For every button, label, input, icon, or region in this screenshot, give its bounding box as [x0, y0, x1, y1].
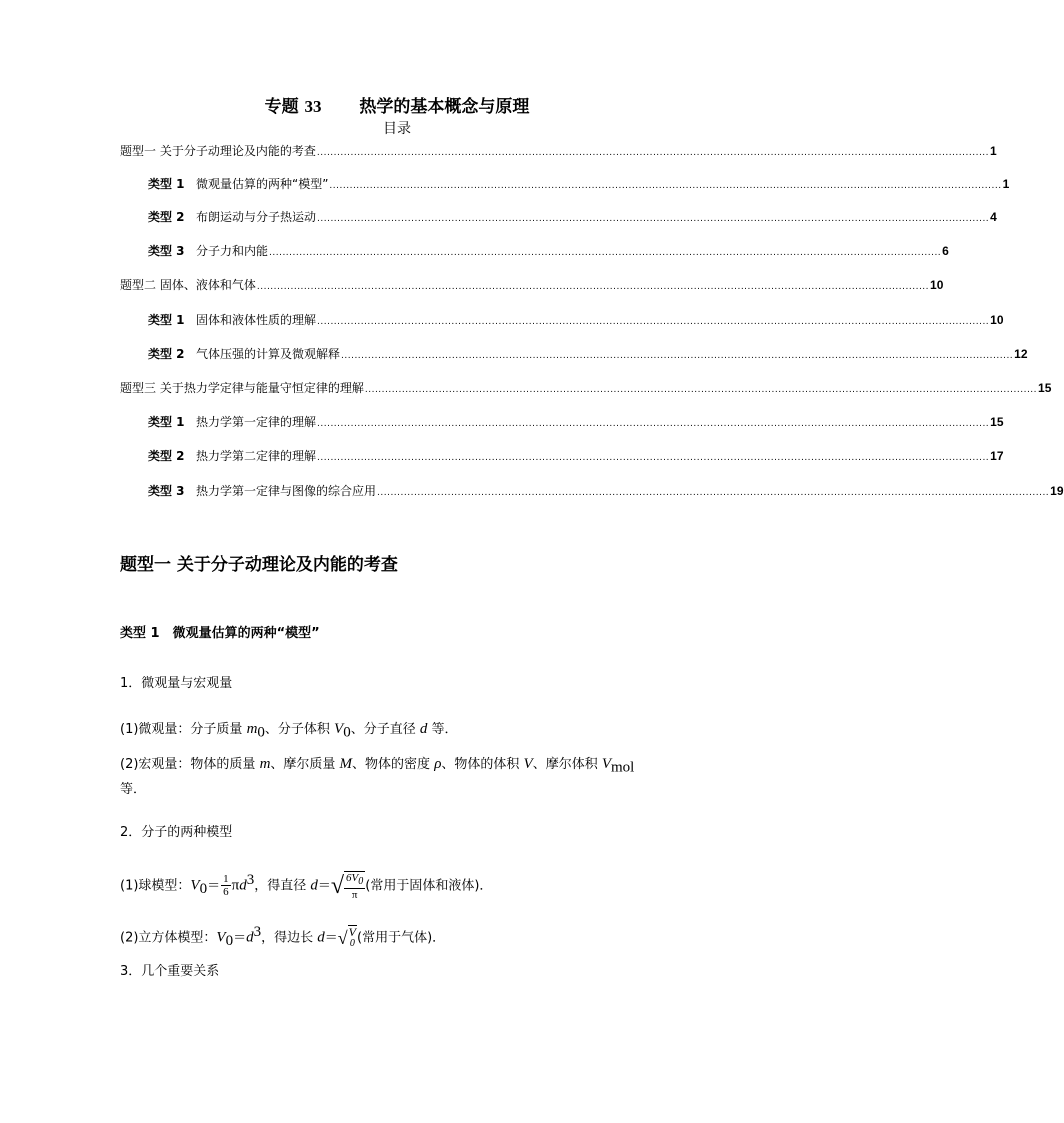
toc-entry-title: 关于分子动理论及内能的考查	[159, 144, 316, 158]
toc-entry-prefix: 类型 2	[148, 449, 185, 463]
paragraph-2: (1)微观量：分子质量 $m_0$、分子体积 $V_0$、分子直径 d 等．	[120, 721, 458, 741]
toc-entry-title: 布朗运动与分子热运动	[195, 210, 316, 224]
toc-entry-title: 固体、液体和气体	[159, 278, 256, 292]
toc-entry-title: 关于热力学定律与能量守恒定律的理解	[159, 381, 364, 395]
toc-entry-title: 热力学第一定律的理解	[195, 415, 316, 429]
paragraph-7: 3．几个重要关系	[120, 964, 220, 979]
toc-leader-dots: ........................................................................................................................................................................................................	[341, 351, 1014, 361]
sqrt-formula: √ $6V_0$ π	[330, 871, 364, 901]
toc-entry-prefix: 题型二	[120, 278, 157, 292]
toc-page-number: 4	[990, 210, 997, 224]
toc-entry[interactable]	[148, 446, 1004, 466]
toc-entry[interactable]	[120, 141, 997, 161]
toc-entry[interactable]	[148, 344, 1028, 364]
toc-entry-prefix: 题型三	[120, 381, 157, 395]
toc-leader-dots: ........................................................................................................................................................................................................	[317, 214, 990, 224]
toc-entry-prefix: 类型 3	[148, 244, 185, 258]
toc-entry-text	[148, 241, 268, 261]
toc-entry-text	[148, 207, 316, 227]
toc-leader-dots: ........................................................................................................................................................................................................	[317, 453, 990, 463]
toc-entry-title: 气体压强的计算及微观解释	[195, 347, 340, 361]
title-text: 热学的基本概念与原理	[359, 97, 530, 117]
toc-entry[interactable]	[120, 275, 944, 295]
toc-entry-title: 固体和液体性质的理解	[195, 313, 316, 327]
toc-leader-dots: ........................................................................................................................................................................................................	[377, 488, 1050, 498]
toc-entry-text	[148, 310, 316, 330]
toc-page-number: 15	[990, 415, 1004, 429]
toc-entry-prefix: 类型 2	[148, 347, 185, 361]
toc-entry-text	[148, 174, 328, 194]
toc-leader-dots: ........................................................................................................................................................................................................	[317, 317, 990, 327]
toc-leader-dots: ........................................................................................................................................................................................................	[329, 181, 1002, 191]
toc-leader-dots: ........................................................................................................................................................................................................	[269, 248, 942, 258]
toc-entry-prefix: 类型 1	[148, 415, 185, 429]
toc-entry-text	[148, 481, 376, 501]
paragraph-1: 1．微观量与宏观量	[120, 676, 233, 691]
toc-entry[interactable]	[148, 207, 997, 227]
page-title	[0, 96, 794, 118]
toc-entry-title: 热力学第一定律与图像的综合应用	[195, 484, 376, 498]
toc-entry[interactable]	[148, 481, 1064, 501]
toc-entry-prefix: 类型 3	[148, 484, 185, 498]
toc-entry[interactable]	[120, 378, 1052, 398]
toc-leader-dots: ........................................................................................................................................................................................................	[316, 148, 990, 158]
toc-entry-text	[148, 344, 340, 364]
toc-leader-dots: ........................................................................................................................................................................................................	[364, 385, 1038, 395]
toc-entry-title: 微观量估算的两种“模型”	[195, 177, 329, 191]
toc-page-number: 6	[942, 244, 949, 258]
toc-entry[interactable]	[148, 412, 1004, 432]
paragraph-3: (2)宏观量：物体的质量 m、摩尔质量 M、物体的密度 ρ、物体的体积 V、摩尔体积 $V_{mol}$	[120, 756, 635, 776]
toc-leader-dots: ........................................................................................................................................................................................................	[317, 419, 990, 429]
paragraph-4: 2．分子的两种模型	[120, 825, 233, 840]
toc-entry-prefix: 类型 2	[148, 210, 185, 224]
toc-entry-text	[120, 275, 256, 295]
toc-label: 目录	[383, 121, 411, 137]
title-number: 33	[304, 97, 322, 116]
toc-entry-text	[120, 141, 316, 161]
toc-entry[interactable]	[148, 241, 949, 261]
toc-entry-text	[120, 378, 364, 398]
sub-heading: 类型 1 微观量估算的两种“模型”	[120, 626, 320, 641]
cube-root-formula: √ V 0	[337, 925, 356, 950]
toc-page-number: 1	[990, 144, 997, 158]
paragraph-6: (2)立方体模型：$V_0=d^3$，得边长 d＝ √ V 0 (常用于气体)．	[120, 924, 446, 950]
paragraph-3-tail: 等．	[120, 782, 147, 797]
toc-page-number: 10	[990, 313, 1004, 327]
toc-entry[interactable]	[148, 310, 1004, 330]
toc-page-number: 12	[1014, 347, 1028, 361]
toc-entry-prefix: 类型 1	[148, 313, 185, 327]
toc-page-number: 17	[990, 449, 1004, 463]
toc-entry-text	[148, 446, 316, 466]
toc-entry-prefix: 类型 1	[148, 177, 185, 191]
title-prefix: 专题	[264, 97, 299, 117]
toc-page-number: 15	[1038, 381, 1052, 395]
toc-entry-prefix: 题型一	[120, 144, 157, 158]
toc-page-number: 19	[1050, 484, 1064, 498]
toc-entry-title: 热力学第二定律的理解	[195, 449, 316, 463]
toc-page-number: 10	[930, 278, 944, 292]
section-heading: 题型一 关于分子动理论及内能的考查	[120, 555, 398, 575]
toc-page-number: 1	[1002, 177, 1010, 191]
paragraph-5: (1)球模型：$V_0=$ $\frac{1}{6}$ $\pi d^3$，得直径 d＝ √ $6V_0$ π (常用于固体和液体)．	[120, 871, 493, 901]
toc-entry-text	[148, 412, 316, 432]
toc-entry-title: 分子力和内能	[195, 244, 268, 258]
toc-entry[interactable]	[148, 174, 1010, 194]
toc-leader-dots: ........................................................................................................................................................................................................	[256, 282, 930, 292]
